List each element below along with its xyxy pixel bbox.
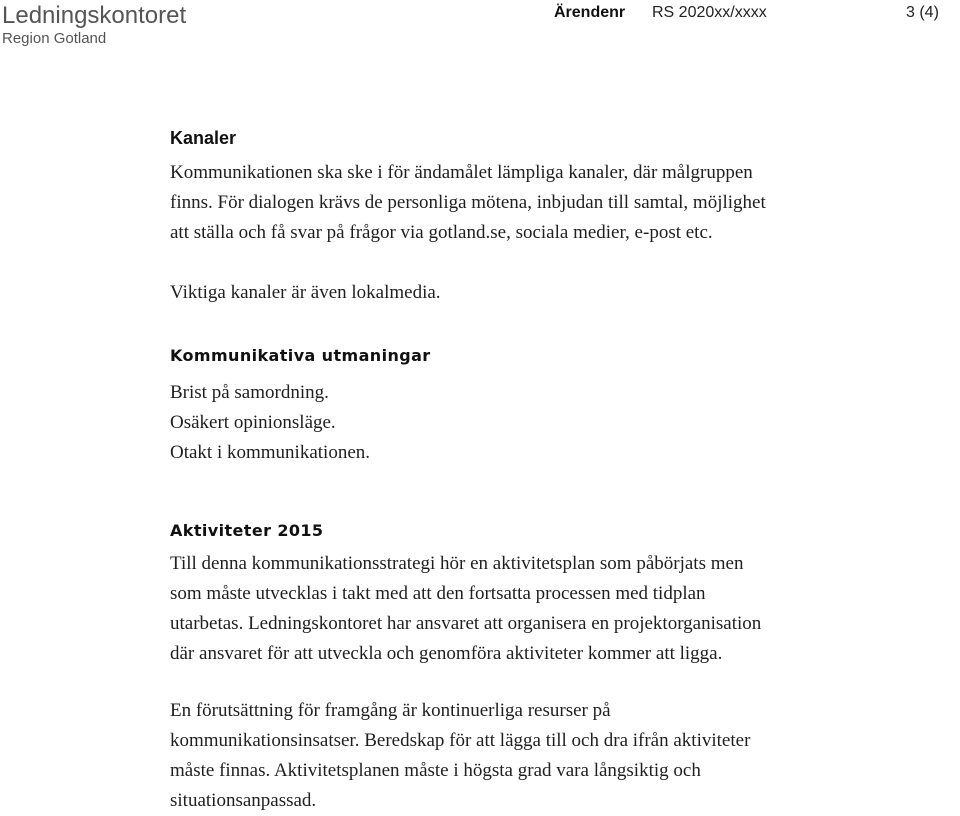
challenges-list (170, 378, 860, 468)
paragraph-aktivitetsplan (170, 549, 860, 669)
page-header (0, 0, 960, 60)
text-line: måste finnas. Aktivitetsplanen måste i högsta grad vara långsiktig och (170, 760, 701, 781)
case-number-label: Ärendenr (554, 4, 626, 21)
section-heading-utmaningar: Kommunikativa utmaningar (170, 346, 431, 365)
text-line: finns. För dialogen krävs de personliga mötena, inbjudan till samtal, möjlighet (170, 192, 766, 213)
organization-unit: Region Gotland (2, 30, 107, 47)
text-line: En förutsättning för framgång är kontinuerliga resurser på (170, 700, 611, 721)
list-item: Osäkert opinionsläge. (170, 412, 336, 433)
text-line: Viktiga kanaler är även lokalmedia. (170, 282, 441, 303)
list-item: Otakt i kommunikationen. (170, 442, 371, 463)
section-heading-aktiviteter: Aktiviteter 2015 (170, 521, 324, 540)
text-line: utarbetas. Ledningskontoret har ansvaret att organisera en projektorganisation (170, 613, 762, 634)
text-line: att ställa och få svar på frågor via gotland.se, sociala medier, e-post etc. (170, 222, 713, 243)
organization-name: Ledningskontoret (2, 2, 187, 29)
case-number: RS 2020xx/xxxx (652, 4, 767, 21)
paragraph-kanaler (170, 158, 860, 248)
paragraph-lokalmedia (170, 278, 860, 308)
text-line: situationsanpassad. (170, 790, 317, 811)
text-line: som måste utvecklas i takt med att den fortsatta processen med tidplan (170, 583, 706, 604)
section-heading-kanaler: Kanaler (170, 128, 237, 148)
paragraph-resurser (170, 696, 860, 816)
text-line: Kommunikationen ska ske i för ändamålet lämpliga kanaler, där målgruppen (170, 162, 753, 183)
page-number: 3 (4) (906, 4, 939, 21)
text-line: där ansvaret för att utveckla och genomföra aktiviteter kommer att ligga. (170, 643, 723, 664)
list-item: Brist på samordning. (170, 382, 329, 403)
text-line: Till denna kommunikationsstrategi hör en aktivitetsplan som påbörjats men (170, 553, 744, 574)
text-line: kommunikationsinsatser. Beredskap för att lägga till och dra ifrån aktiviteter (170, 730, 751, 751)
